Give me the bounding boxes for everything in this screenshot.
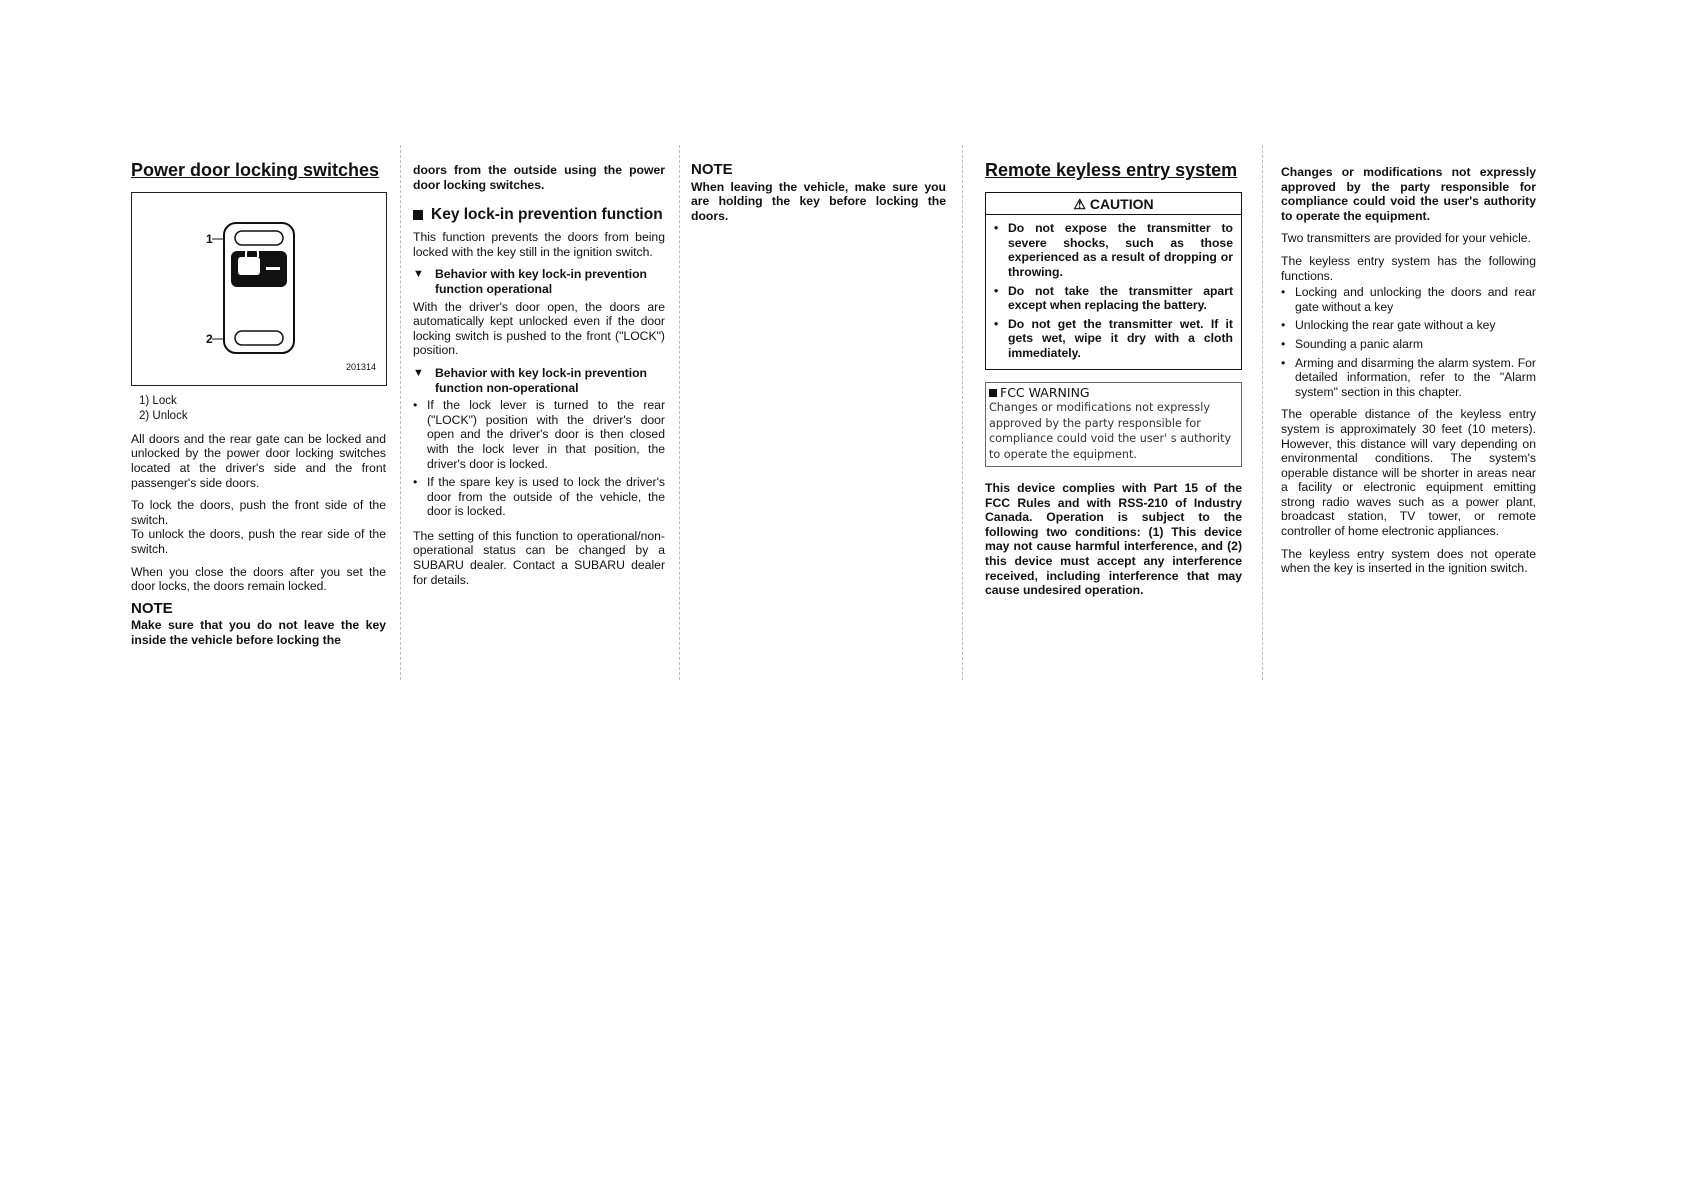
paragraph: This function prevents the doors from being locked with the key still in the ignition switch. — [413, 230, 665, 259]
paragraph: With the driver's door open, the doors are automatically kept unlocked even if the door locking switch is pushed to the front ("LOCK") position. — [413, 299, 665, 358]
column-key-lock-in — [413, 145, 665, 595]
list-item: • Locking and unlocking the doors and rear gate without a key — [1281, 285, 1536, 314]
figure-legend — [131, 394, 386, 424]
list-item: • If the lock lever is turned to the rear ("LOCK") position with the driver's door open and the driver's door is then closed with the lock lever in that position, the driver's door is locked. — [413, 398, 665, 471]
column-divider — [400, 145, 401, 680]
paragraph: To unlock the doors, push the rear side of the switch. — [131, 527, 386, 556]
note-text: When leaving the vehicle, make sure you are holding the key before locking the doors. — [691, 179, 946, 223]
figure-callout-1: 1 — [206, 231, 213, 246]
list-item: • Unlocking the rear gate without a key — [1281, 318, 1496, 333]
compliance-statement: This device complies with Part 15 of the FCC Rules and with RSS-210 of Industry Canada. Operation is subject to the following two conditions: (1) This device may not cause harmful interference, and (2) this device must accept any interference received, including interference that may cause undesired operation. — [985, 481, 1242, 598]
caution-item: • Do not take the transmitter apart except when replacing the battery. — [994, 283, 1233, 313]
paragraph: All doors and the rear gate can be locked and unlocked by the power door locking switches located at the driver's side and the front passenger's side doors. — [131, 431, 386, 490]
bullet-icon: • — [413, 398, 418, 413]
paragraph: The keyless entry system does not operate when the key is inserted in the ignition switch. — [1281, 546, 1536, 576]
subheading-text: Behavior with key lock-in prevention function non-operational — [435, 365, 647, 395]
triangle-down-icon: ▼ — [413, 366, 424, 379]
note-heading: NOTE — [691, 161, 733, 178]
bullet-icon: • — [994, 283, 999, 298]
legend-item-lock: 1) Lock — [139, 394, 177, 407]
fcc-warning-text: Changes or modifications not expressly approved by the party responsible for compliance could void the user' s authority to operate the equipment. — [989, 401, 1232, 461]
subheading-non-operational — [413, 366, 665, 395]
paragraph: The setting of this function to operational/non-operational status can be changed by a SUBARU dealer. Contact a SUBARU dealer for details. — [413, 528, 665, 587]
section-title-remote-keyless: Remote keyless entry system — [985, 160, 1238, 180]
column-remote-keyless — [985, 145, 1242, 606]
triangle-down-icon: ▼ — [413, 268, 424, 281]
column-note — [691, 145, 946, 231]
square-bullet-icon — [989, 389, 997, 397]
door-lock-switch-illustration — [132, 193, 386, 385]
section-heading-key-lock-in — [413, 206, 665, 224]
column-power-door-locking — [131, 145, 386, 656]
fcc-warning-title: FCC WARNING — [989, 385, 1238, 401]
caution-item: • Do not get the transmitter wet. If it gets wet, wipe it dry with a cloth immediately. — [994, 316, 1233, 360]
note-heading: NOTE — [131, 599, 173, 617]
bullet-icon: • — [1281, 355, 1286, 370]
list-item: • Sounding a panic alarm — [1281, 336, 1424, 351]
paragraph: To lock the doors, push the front side of the switch. — [131, 498, 386, 527]
column-divider — [1262, 145, 1263, 680]
legend-item-unlock: 2) Unlock — [139, 410, 188, 423]
section-title-power-door-locking: Power door locking switches — [131, 160, 380, 180]
column-divider — [679, 145, 680, 680]
square-bullet-icon — [413, 210, 423, 220]
figure-code: 201314 — [345, 362, 376, 372]
bullet-icon: • — [413, 475, 418, 490]
caution-box — [985, 192, 1242, 370]
warning-triangle-icon: ⚠ — [1073, 195, 1086, 212]
figure-callout-2: 2 — [206, 331, 213, 346]
caution-item: • Do not expose the transmitter to severe shocks, such as those experienced as a result of dropping or throwing. — [994, 221, 1233, 279]
bullet-icon: • — [994, 221, 999, 236]
bullet-icon: • — [994, 316, 999, 331]
section-heading-text: Key lock-in prevention function — [431, 206, 663, 224]
subheading-text: Behavior with key lock-in prevention function operational — [435, 267, 647, 296]
bullet-icon: • — [1281, 285, 1286, 300]
caution-title: CAUTION — [1089, 195, 1154, 212]
paragraph: Changes or modifications not expressly approved by the party responsible for compliance could void the user's authority to operate the equipment. — [1281, 165, 1536, 223]
fcc-warning-box — [985, 382, 1242, 468]
list-item: • Arming and disarming the alarm system. For detailed information, refer to the "Alarm system" section in this chapter. — [1281, 355, 1536, 399]
paragraph: Two transmitters are provided for your vehicle. — [1281, 231, 1531, 246]
bullet-icon: • — [1281, 318, 1286, 333]
paragraph: The operable distance of the keyless entry system is approximately 30 feet (10 meters). However, this distance will vary depending on environmental conditions. The system's operable distance will be shorter in areas near a facility or electronic equipment emitting strong radio waves such as a power plant, broadcast station, TV tower, or remote controller of home electronic appliances. — [1281, 407, 1536, 539]
paragraph: When you close the doors after you set the door locks, the doors remain locked. — [131, 564, 386, 594]
paragraph-continued: doors from the outside using the power door locking switches. — [413, 163, 665, 192]
column-keyless-details — [1281, 145, 1536, 584]
door-lock-switch-figure — [131, 192, 387, 386]
paragraph: The keyless entry system has the following functions. — [1281, 253, 1536, 283]
subheading-operational — [413, 267, 665, 296]
list-item: • If the spare key is used to lock the driver's door from the outside of the vehicle, the door is locked. — [413, 475, 665, 519]
caution-body — [986, 215, 1241, 368]
bullet-icon: • — [1281, 336, 1286, 351]
note-text: Make sure that you do not leave the key inside the vehicle before locking the — [131, 618, 386, 647]
column-divider — [962, 145, 963, 680]
caution-header — [986, 193, 1241, 216]
